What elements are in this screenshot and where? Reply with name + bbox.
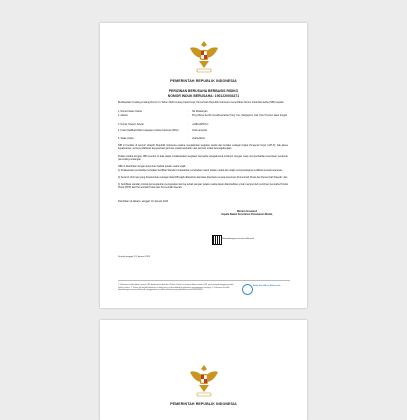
field-separator: : [188,124,189,126]
qr-code-icon [212,235,222,245]
field-value: +6281234567xx [192,124,209,126]
document-page-2 [100,320,307,420]
activity-paragraph: Pelaku Usaha dengan NIB tersebut di atas dapat melaksanakan kegiatan berusaha sebagaimana terlampir dengan tetap memperhatikan ketentuan peraturan perundang-undangan. [118,155,288,162]
place-date: Diterbitkan di Jakarta, tanggal: 19 Januari 2023 [118,200,169,203]
footer-note: 1. Dokumen ini diterbitkan sistem OSS berdasarkan data dari Pelaku Usaha, tersimpan dalam sistem OSS, yang menjadi tanggung jawab Pelaku Usaha. 2. Dalam hal terjadi kekeliruan isi dokumen ini akan dilakukan perbaikan sebagaimana mestinya. 3. Dokumen ini telah ditandatangani secara elektronik menggunakan sertifikat elektronik yang diterbitkan oleh BSrE-BSSN. [118,284,234,291]
field-separator: : [188,114,189,117]
field-label: 4. Kode Klasifikasi Baku Lapangan Usaha Indonesia (KBLI) [118,130,179,132]
field-separator: : [188,130,189,132]
field-value: Lihat Lampiran [192,130,208,132]
signatory-block [212,210,282,216]
garuda-emblem-icon [188,38,220,74]
printed-date: Dicetak tanggal: 19 Januari 2023 [118,256,150,258]
signature-note: Ditandatangani secara elektronik [222,238,254,240]
signatory-title-2: Kepala Badan Koordinasi Penanaman Modal, [221,213,273,216]
footer-logo-label: Balai Sertifikasi Elektronik [253,285,281,287]
document-page-1 [100,23,307,308]
field-separator: : [188,111,189,113]
government-title: PEMERINTAH REPUBLIK INDONESIA [170,79,237,83]
footer [118,280,290,296]
signatory-title: Menteri Investasi/ [236,210,258,213]
government-title: PEMERINTAH REPUBLIK INDONESIA [170,402,237,406]
obligation-item: 1) Pelaksanaan perubahan terhadap Sertifikat Standar berdasarkan perubahan materi pelaku usaha dan wajib memperpanjang sertifikasi sesuai ketentuan. [118,169,283,172]
obligation-item: 2) Seluruh informasi yang dicantumkan sebagai data NIB wajib dilaporkan dan/atau diperbarui sesuai ketentuan Pemerintah Pusat dan Pemerintah Daerah; dan [118,176,288,179]
field-label: 1. Nama Pelaku Usaha [118,111,142,113]
field-separator: : [188,138,189,140]
obligation-item: 3) Sertifikasi standar produk dan kepatuhan persyaratan lainnya terkait dengan pelaku usaha dapat ditambahkan untuk memperoleh perizinan berusaha Produk Pusat (PPP) dari Pemerintah Pusat dan Pemerintah Daerah. [118,183,288,190]
field-value: Siti Mudawiyah [192,111,208,113]
field-label: 2. Alamat [118,114,128,117]
garuda-emblem-icon [188,362,220,398]
field-value: Usaha Mikro [192,138,205,140]
intro-paragraph: Berdasarkan Undang-Undang Nomor 11 Tahun 2020 tentang Cipta Kerja, Pemerintah Republik Indonesia menerbitkan Nomor Induk Berusaha (NIB) kepada: [118,101,285,104]
document-number: NOMOR INDUK BERUSAHA: 1901220004271 [167,94,240,98]
bsre-logo-icon [242,284,253,295]
field-label: 5. Skala Usaha [118,138,134,140]
validity-paragraph: NIB ini berlaku di seluruh wilayah Republik Indonesia selama menjalankan kegiatan usaha dan berlaku sebagai Angka Pengenal Impor (API-P), hak akses kepabeanan, serta pendaftaran kepesertaan jaminan sosial kesehatan dan jaminan sosial ketenagakerjaan. [118,144,288,151]
field-value: Pring Mulyo Kec03, Desa/Kelurahan Pring, Kec. Wargapura, Kab. Pati, Provinsi Jawa Tengah [192,114,287,117]
obligation-intro: NIB ini diterbitkan dengan ketentuan bahwa pelaku usaha wajib: [118,165,186,168]
field-label: 3. Nomor Telepon Seluler [118,124,144,126]
document-title: PERIZINAN BERUSAHA BERBASIS RISIKO [168,89,239,93]
